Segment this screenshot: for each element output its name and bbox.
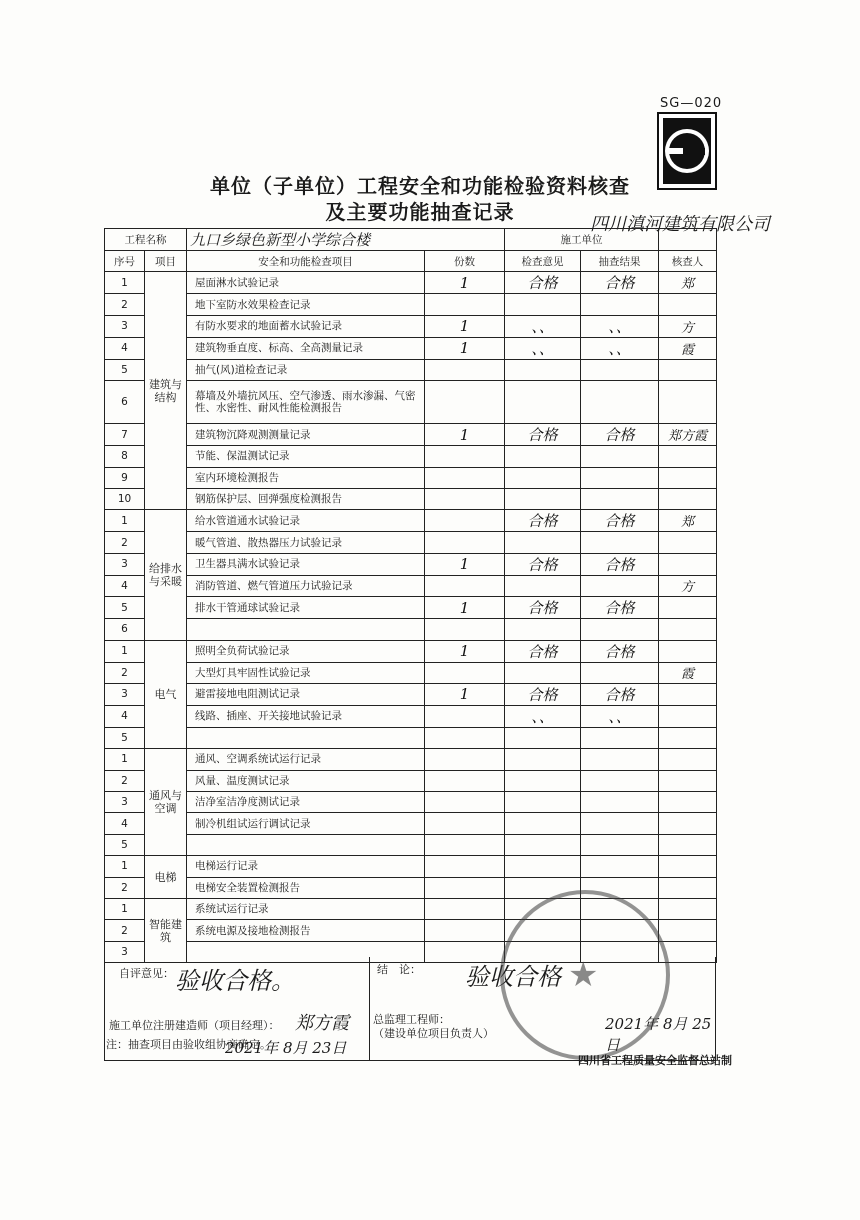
check-opinion-cell	[505, 359, 581, 380]
copies-cell	[425, 749, 505, 770]
footnote: 注：抽查项目由验收组协商确定。	[106, 1038, 271, 1051]
check-opinion-cell: 合格	[505, 597, 581, 619]
copies-cell	[425, 705, 505, 727]
copies-cell	[425, 381, 505, 424]
table-row	[105, 792, 717, 813]
copies-cell: 1	[425, 640, 505, 662]
item-content-cell: 钢筋保护层、回弹强度检测报告	[187, 488, 425, 509]
copies-cell	[425, 877, 505, 898]
copies-cell	[425, 813, 505, 834]
checker-cell	[659, 640, 717, 662]
item-content-cell: 洁净室洁净度测试记录	[187, 792, 425, 813]
inspection-table	[104, 228, 717, 963]
item-content-cell: 通风、空调系统试运行记录	[187, 749, 425, 770]
category-cell: 电梯	[145, 856, 187, 899]
copies-cell: 1	[425, 272, 505, 294]
checker-cell	[659, 359, 717, 380]
seq-cell: 2	[105, 920, 145, 941]
project-name-value: 九口乡绿色新型小学综合楼	[187, 229, 505, 251]
form-title-line1: 单位（子单位）工程安全和功能检验资料核查	[210, 174, 630, 198]
spot-result-cell: 、、	[581, 337, 659, 359]
checker-cell	[659, 792, 717, 813]
col-copies: 份数	[425, 251, 505, 272]
contractor-signature: 郑方霞	[295, 1013, 349, 1034]
seq-cell: 2	[105, 294, 145, 315]
category-cell: 建筑与结构	[145, 272, 187, 510]
seq-cell: 1	[105, 510, 145, 532]
item-content-cell: 避雷接地电阻测试记录	[187, 683, 425, 705]
supervisor-sublabel: （建设单位项目负责人）	[373, 1027, 494, 1040]
spot-result-cell	[581, 381, 659, 424]
checker-cell	[659, 553, 717, 575]
copies-cell	[425, 792, 505, 813]
seq-cell: 1	[105, 856, 145, 877]
item-content-cell: 系统试运行记录	[187, 899, 425, 920]
check-opinion-cell: 合格	[505, 640, 581, 662]
checker-cell	[659, 532, 717, 553]
copies-cell	[425, 532, 505, 553]
check-opinion-cell	[505, 662, 581, 683]
spot-result-cell: 合格	[581, 272, 659, 294]
contractor-date: 2021年 8月 23日	[225, 1039, 347, 1057]
table-row	[105, 683, 717, 705]
check-opinion-cell	[505, 467, 581, 488]
check-opinion-cell	[505, 294, 581, 315]
category-cell: 电气	[145, 640, 187, 749]
category-cell: 给排水与采暖	[145, 510, 187, 640]
spot-result-cell	[581, 727, 659, 748]
project-name-label: 工程名称	[105, 229, 187, 251]
seq-cell: 6	[105, 619, 145, 640]
table-row	[105, 770, 717, 791]
check-opinion-cell	[505, 575, 581, 596]
checker-cell	[659, 856, 717, 877]
check-opinion-cell: 、、	[505, 705, 581, 727]
seq-cell: 2	[105, 662, 145, 683]
item-content-cell: 抽气(风)道检查记录	[187, 359, 425, 380]
checker-cell	[659, 619, 717, 640]
copies-cell	[425, 727, 505, 748]
item-content-cell: 节能、保温测试记录	[187, 446, 425, 467]
item-content-cell: 排水干管通球试验记录	[187, 597, 425, 619]
item-content-cell: 线路、插座、开关接地试验记录	[187, 705, 425, 727]
check-opinion-cell	[505, 813, 581, 834]
spot-result-cell	[581, 619, 659, 640]
checker-cell	[659, 899, 717, 920]
table-row	[105, 597, 717, 619]
copies-cell	[425, 662, 505, 683]
seq-cell: 3	[105, 553, 145, 575]
copies-cell	[425, 510, 505, 532]
check-opinion-cell: 合格	[505, 683, 581, 705]
table-row	[105, 359, 717, 380]
checker-cell	[659, 683, 717, 705]
item-content-cell: 消防管道、燃气管道压力试验记录	[187, 575, 425, 596]
check-opinion-cell	[505, 770, 581, 791]
checker-cell: 霞	[659, 337, 717, 359]
spot-result-cell: 合格	[581, 640, 659, 662]
checker-cell	[659, 749, 717, 770]
contractor-label: 施工单位注册建造师（项目经理）：	[109, 1019, 280, 1032]
item-content-cell: 卫生器具满水试验记录	[187, 553, 425, 575]
copies-cell	[425, 899, 505, 920]
table-row	[105, 575, 717, 596]
item-content-cell: 建筑物沉降观测测量记录	[187, 424, 425, 446]
checker-cell	[659, 467, 717, 488]
item-content-cell: 照明全负荷试验记录	[187, 640, 425, 662]
copies-cell: 1	[425, 597, 505, 619]
copies-cell	[425, 575, 505, 596]
spot-result-cell	[581, 770, 659, 791]
copies-cell: 1	[425, 424, 505, 446]
checker-cell: 郑	[659, 510, 717, 532]
table-row	[105, 272, 717, 294]
table-row	[105, 662, 717, 683]
construction-unit-label: 施工单位	[505, 229, 659, 251]
spot-result-cell: 合格	[581, 683, 659, 705]
copies-cell: 1	[425, 553, 505, 575]
spot-result-cell	[581, 467, 659, 488]
self-eval-value: 验收合格。	[175, 967, 295, 995]
project-header-row	[105, 229, 717, 251]
check-opinion-cell	[505, 834, 581, 855]
spot-result-cell	[581, 813, 659, 834]
check-opinion-cell: 合格	[505, 553, 581, 575]
col-checker: 核查人	[659, 251, 717, 272]
issuer-footer: 四川省工程质量安全监督总站制	[578, 1054, 732, 1067]
column-header-row	[105, 251, 717, 272]
seq-cell: 5	[105, 834, 145, 855]
table-row	[105, 381, 717, 424]
checker-cell	[659, 381, 717, 424]
item-content-cell: 电梯安全装置检测报告	[187, 877, 425, 898]
table-row	[105, 813, 717, 834]
spot-result-cell	[581, 575, 659, 596]
seq-cell: 7	[105, 424, 145, 446]
seq-cell: 4	[105, 705, 145, 727]
checker-cell	[659, 813, 717, 834]
seq-cell: 1	[105, 749, 145, 770]
item-content-cell: 制冷机组试运行调试记录	[187, 813, 425, 834]
checker-cell: 郑	[659, 272, 717, 294]
item-content-cell: 地下室防水效果检查记录	[187, 294, 425, 315]
check-opinion-cell	[505, 856, 581, 877]
item-content-cell	[187, 727, 425, 748]
check-opinion-cell: 、、	[505, 337, 581, 359]
checker-cell	[659, 705, 717, 727]
seq-cell: 3	[105, 941, 145, 962]
spot-result-cell	[581, 294, 659, 315]
stamp-star-icon: ★	[568, 955, 599, 995]
checker-cell	[659, 920, 717, 941]
table-row	[105, 705, 717, 727]
item-content-cell: 系统电源及接地检测报告	[187, 920, 425, 941]
checker-cell: 霞	[659, 662, 717, 683]
col-item: 项目	[145, 251, 187, 272]
table-row	[105, 446, 717, 467]
table-row	[105, 727, 717, 748]
item-content-cell: 暖气管道、散热器压力试验记录	[187, 532, 425, 553]
item-content-cell	[187, 834, 425, 855]
seq-cell: 10	[105, 488, 145, 509]
seq-cell: 4	[105, 575, 145, 596]
spot-result-cell: 、、	[581, 705, 659, 727]
copies-cell	[425, 359, 505, 380]
table-row	[105, 337, 717, 359]
table-row	[105, 749, 717, 770]
item-content-cell: 幕墙及外墙抗风压、空气渗透、雨水渗漏、气密性、水密性、耐风性能检测报告	[187, 381, 425, 424]
table-row	[105, 294, 717, 315]
seq-cell: 1	[105, 272, 145, 294]
item-content-cell: 给水管道通水试验记录	[187, 510, 425, 532]
seq-cell: 2	[105, 877, 145, 898]
col-spot-result: 抽查结果	[581, 251, 659, 272]
category-cell: 通风与空调	[145, 749, 187, 856]
table-row	[105, 834, 717, 855]
seq-cell: 8	[105, 446, 145, 467]
seq-cell: 5	[105, 597, 145, 619]
checker-cell: 方	[659, 315, 717, 337]
item-content-cell: 室内环境检测报告	[187, 467, 425, 488]
copies-cell	[425, 856, 505, 877]
copies-cell	[425, 446, 505, 467]
checker-cell	[659, 488, 717, 509]
self-eval-label: 自评意见：	[119, 967, 174, 980]
item-content-cell: 大型灯具牢固性试验记录	[187, 662, 425, 683]
check-opinion-cell	[505, 381, 581, 424]
checker-cell	[659, 877, 717, 898]
spot-result-cell	[581, 662, 659, 683]
check-opinion-cell	[505, 488, 581, 509]
seq-cell: 3	[105, 315, 145, 337]
copies-cell: 1	[425, 337, 505, 359]
signature-divider	[369, 957, 370, 1061]
copies-cell: 1	[425, 683, 505, 705]
copies-cell	[425, 294, 505, 315]
check-opinion-cell	[505, 749, 581, 770]
seq-cell: 1	[105, 899, 145, 920]
seq-cell: 9	[105, 467, 145, 488]
checker-cell	[659, 727, 717, 748]
check-opinion-cell	[505, 619, 581, 640]
item-content-cell	[187, 619, 425, 640]
item-content-cell: 有防水要求的地面蓄水试验记录	[187, 315, 425, 337]
seq-cell: 6	[105, 381, 145, 424]
copies-cell: 1	[425, 315, 505, 337]
seq-cell: 3	[105, 683, 145, 705]
spot-result-cell	[581, 792, 659, 813]
spot-result-cell	[581, 834, 659, 855]
check-opinion-cell: 、、	[505, 315, 581, 337]
spot-result-cell: 合格	[581, 424, 659, 446]
seq-cell: 4	[105, 337, 145, 359]
spot-result-cell: 合格	[581, 553, 659, 575]
checker-cell	[659, 446, 717, 467]
spot-result-cell: 、、	[581, 315, 659, 337]
item-content-cell: 建筑物垂直度、标高、全高测量记录	[187, 337, 425, 359]
seal-logo-icon	[657, 112, 717, 190]
spot-result-cell	[581, 359, 659, 380]
seq-cell: 2	[105, 532, 145, 553]
check-opinion-cell	[505, 532, 581, 553]
spot-result-cell	[581, 532, 659, 553]
table-row	[105, 467, 717, 488]
copies-cell	[425, 770, 505, 791]
conclusion-value: 验收合格	[465, 963, 561, 991]
item-content-cell: 电梯运行记录	[187, 856, 425, 877]
construction-unit-cell	[659, 229, 717, 251]
table-row	[105, 488, 717, 509]
seq-cell: 3	[105, 792, 145, 813]
conclusion-label: 结 论：	[377, 963, 421, 976]
table-row	[105, 856, 717, 877]
seq-cell: 2	[105, 770, 145, 791]
table-row	[105, 640, 717, 662]
check-opinion-cell: 合格	[505, 510, 581, 532]
seq-cell: 4	[105, 813, 145, 834]
spot-result-cell	[581, 749, 659, 770]
table-row	[105, 553, 717, 575]
copies-cell	[425, 834, 505, 855]
copies-cell	[425, 488, 505, 509]
table-row	[105, 619, 717, 640]
construction-unit-handwriting: 四川滇河建筑有限公司	[590, 214, 770, 235]
col-check-opinion: 检查意见	[505, 251, 581, 272]
seq-cell: 1	[105, 640, 145, 662]
item-content-cell: 屋面淋水试验记录	[187, 272, 425, 294]
check-opinion-cell	[505, 792, 581, 813]
table-row	[105, 510, 717, 532]
spot-result-cell	[581, 488, 659, 509]
check-opinion-cell	[505, 446, 581, 467]
table-row	[105, 315, 717, 337]
supervisor-date: 2021年 8月 25日	[605, 1015, 712, 1054]
col-content: 安全和功能检查项目	[187, 251, 425, 272]
seq-cell: 5	[105, 359, 145, 380]
form-title-line2: 及主要功能抽查记录	[325, 200, 515, 224]
spot-result-cell: 合格	[581, 510, 659, 532]
category-cell: 智能建筑	[145, 899, 187, 963]
copies-cell	[425, 467, 505, 488]
spot-result-cell	[581, 446, 659, 467]
copies-cell	[425, 619, 505, 640]
checker-cell: 郑方霞	[659, 424, 717, 446]
table-row	[105, 877, 717, 898]
checker-cell: 方	[659, 575, 717, 596]
check-opinion-cell	[505, 727, 581, 748]
spot-result-cell	[581, 856, 659, 877]
table-row	[105, 424, 717, 446]
form-code: SG—020	[660, 96, 723, 111]
copies-cell	[425, 920, 505, 941]
seq-cell: 5	[105, 727, 145, 748]
col-seq: 序号	[105, 251, 145, 272]
checker-cell	[659, 834, 717, 855]
checker-cell	[659, 597, 717, 619]
check-opinion-cell: 合格	[505, 424, 581, 446]
check-opinion-cell: 合格	[505, 272, 581, 294]
checker-cell	[659, 770, 717, 791]
supervisor-label: 总监理工程师：	[373, 1013, 450, 1026]
table-row	[105, 532, 717, 553]
checker-cell	[659, 294, 717, 315]
spot-result-cell: 合格	[581, 597, 659, 619]
item-content-cell: 风量、温度测试记录	[187, 770, 425, 791]
